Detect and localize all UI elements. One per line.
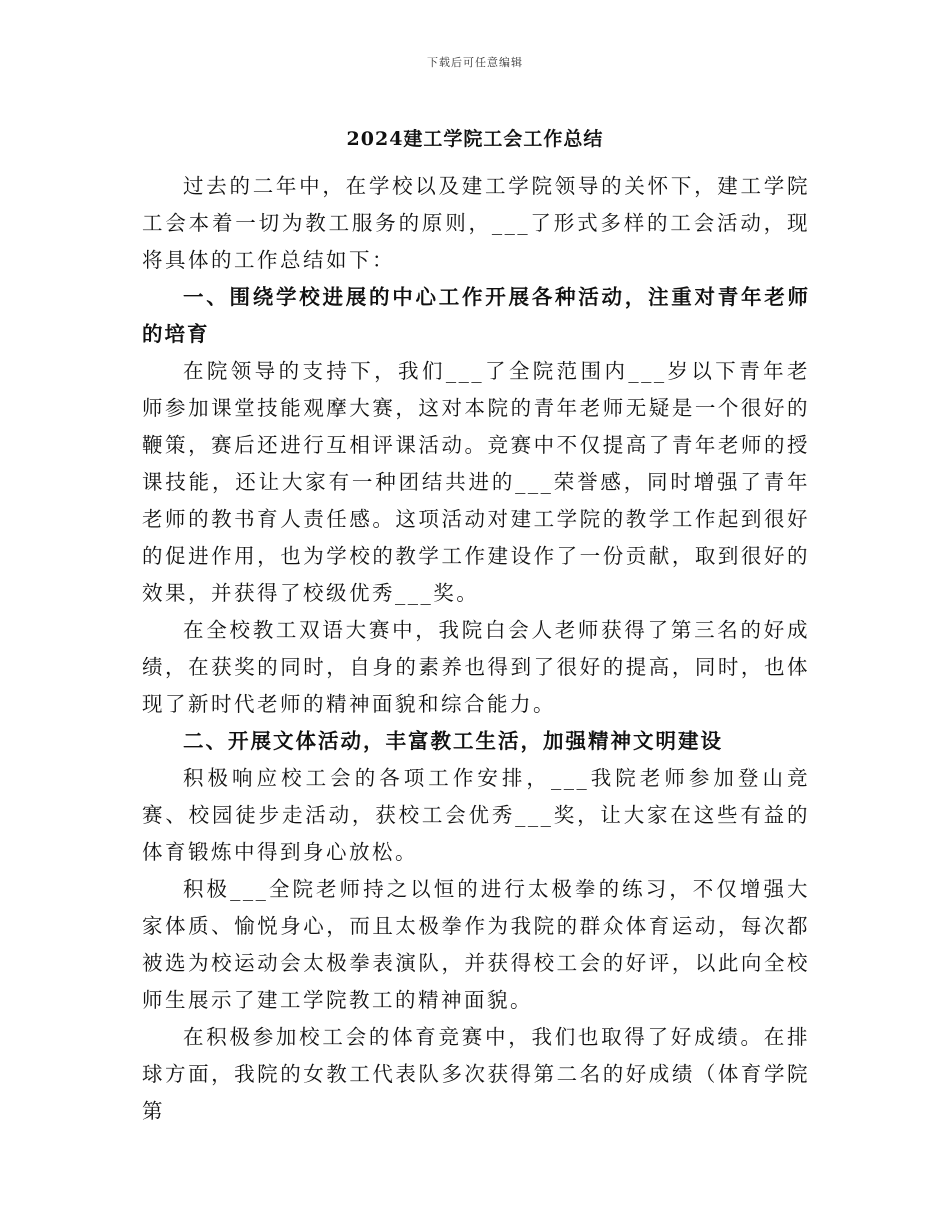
section-heading-1: 一、围绕学校进展的中心工作开展各种活动，注重对青年老师的培育	[142, 285, 810, 346]
paragraph: 在全校教工双语大赛中，我院白会人老师获得了第三名的好成绩，在获奖的同时，自身的素养也得到了很好的提高，同时，也体现了新时代老师的精神面貌和综合能力。	[142, 618, 810, 716]
paragraph: 积极___全院老师持之以恒的进行太极拳的练习，不仅增强大家体质、愉悦身心，而且太极拳作为我院的群众体育运动，每次都被选为校运动会太极拳表演队，并获得校工会的好评，以此向全校师生展示了建工学院教工的精神面貌。	[142, 877, 810, 1012]
document-body	[142, 168, 810, 1130]
section-heading-2: 二、开展文体活动，丰富教工生活，加强精神文明建设	[183, 729, 723, 753]
document-title: 2024建工学院工会工作总结	[346, 128, 604, 150]
paragraph-intro: 过去的二年中，在学校以及建工学院领导的关怀下，建工学院工会本着一切为教工服务的原则，___了形式多样的工会活动，现将具体的工作总结如下：	[142, 174, 810, 272]
header-note: 下载后可任意编辑	[427, 56, 523, 69]
paragraph: 在积极参加校工会的体育竞赛中，我们也取得了好成绩。在排球方面，我院的女教工代表队多次获得第二名的好成绩（体育学院第	[142, 1025, 810, 1123]
paragraph: 在院领导的支持下，我们___了全院范围内___岁以下青年老师参加课堂技能观摩大赛，这对本院的青年老师无疑是一个很好的鞭策，赛后还进行互相评课活动。竞赛中不仅提高了青年老师的授课技能，还让大家有一种团结共进的___荣誉感，同时增强了青年老师的教书育人责任感。这项活动对建工学院的教学工作起到很好的促进作用，也为学校的教学工作建设作了一份贡献，取到很好的效果，并获得了校级优秀___奖。	[142, 359, 810, 605]
paragraph: 积极响应校工会的各项工作安排，___我院老师参加登山竞赛、校园徒步走活动，获校工会优秀___奖，让大家在这些有益的体育锻炼中得到身心放松。	[142, 766, 810, 864]
